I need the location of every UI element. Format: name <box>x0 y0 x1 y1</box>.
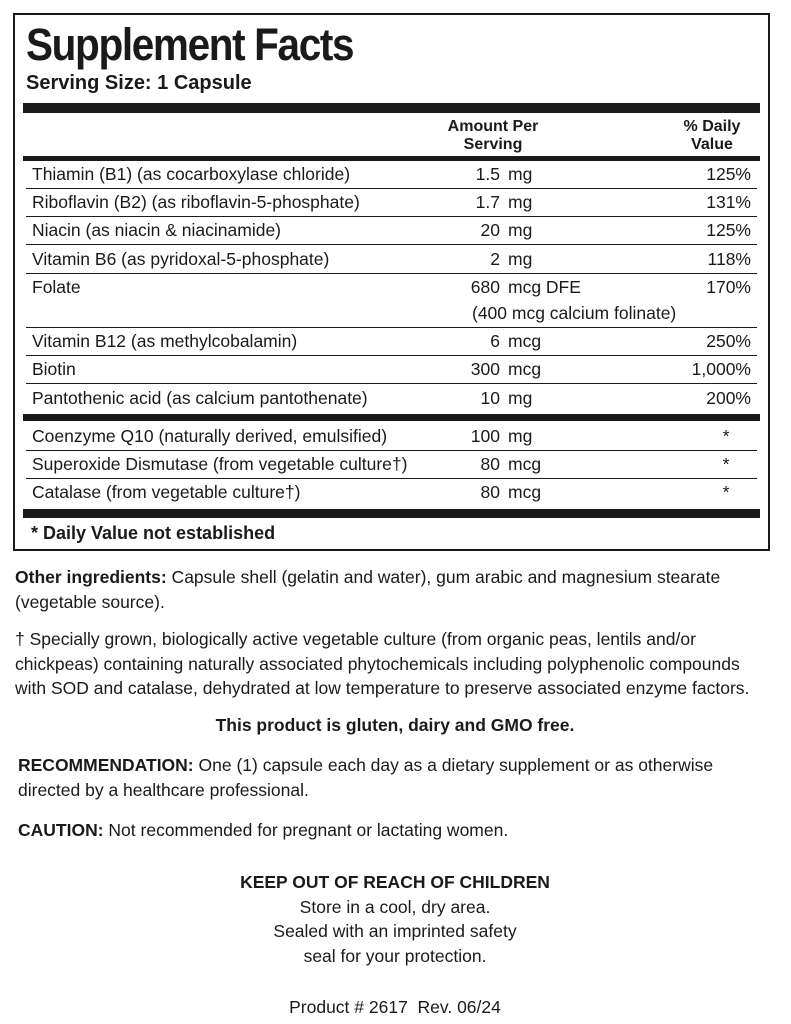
other-ingredients-label: Other ingredients: <box>15 567 167 587</box>
row-divider <box>26 216 757 217</box>
free-from-statement: This product is gluten, dairy and GMO free. <box>215 715 575 735</box>
row-divider <box>26 383 757 384</box>
row-divider <box>26 327 757 328</box>
caution-label: CAUTION: <box>18 820 104 840</box>
top-divider-bar <box>23 103 760 113</box>
storage-line: Store in a cool, dry area. <box>299 896 491 917</box>
keep-out-of-reach-heading: KEEP OUT OF REACH OF CHILDREN <box>240 872 550 892</box>
amount-per-serving-header: Amount Per Serving <box>447 118 539 153</box>
bottom-divider-bar <box>23 509 760 518</box>
nutrient-row: Folate 680 mcg DFE 170% (400 mcg calcium folinate) <box>32 277 751 323</box>
storage-line: seal for your protection. <box>303 945 487 966</box>
row-divider <box>26 450 757 451</box>
recommendation-text: One (1) capsule each day as a dietary supplement or as otherwise directed by a healthcare professional. <box>18 755 714 800</box>
daily-value-header: % Daily Value <box>683 118 741 153</box>
row-divider <box>26 478 757 479</box>
product-number: Product # 2617 Rev. 06/24 <box>289 997 501 1017</box>
section-divider-bar <box>23 414 760 421</box>
caution-text: Not recommended for pregnant or lactating women. <box>103 820 509 840</box>
daily-value-footnote: * Daily Value not established <box>31 523 276 543</box>
row-divider <box>26 244 757 245</box>
row-divider <box>26 355 757 356</box>
facts-title: Supplement Facts <box>26 19 354 70</box>
folate-source-note: (400 mcg calcium folinate) <box>472 303 677 323</box>
caution <box>18 818 778 843</box>
other-ingredients <box>15 565 775 614</box>
supplement-facts-panel: Supplement Facts Serving Size: 1 Capsule Amount Per Serving % Daily Value Thiamin (B1) (as cocarboxylase chloride) 1.5 mg 125% Riboflavin (B2) (as riboflavin-5-phosphate) 1.7 mg 131% Niacin (as niacin & niacinamide) 20 mg 125% Vitamin B6 (as pyridoxal-5-phosphate) 2 mg 118% Folate 680 mcg DFE 170% (400 mcg calcium folinate) Vitamin B12 (as methylcobalamin) 6 mcg 250% Biotin 300 mcg 1,000% Pantothenic acid (as calcium pantothenate) 10 mg 200% Coenzyme Q10 (naturally derived, emulsified) 100 mg * Superoxide Dismutase (from vegetable culture†) 80 mcg * Catalase (from vegetable culture†) 80 mcg * * Daily Value not established <box>13 13 770 551</box>
other-ingredients-text: Capsule shell (gelatin and water), gum arabic and magnesium stearate (vegetable source). <box>15 567 721 612</box>
storage-instructions <box>15 870 775 968</box>
row-divider <box>26 273 757 274</box>
recommendation <box>18 753 778 802</box>
recommendation-label: RECOMMENDATION: <box>18 755 194 775</box>
row-divider <box>26 188 757 189</box>
dagger-footnote: † Specially grown, biologically active vegetable culture (from organic peas, lentils and/or chickpeas) containing naturally associated phytochemicals including polyphenolic compounds with SOD and catalase, dehydrated at low temperature to preserve associated enzyme factors. <box>15 629 750 698</box>
serving-size: Serving Size: 1 Capsule <box>26 72 252 94</box>
storage-line: Sealed with an imprinted safety <box>273 921 517 941</box>
header-divider-bar <box>23 156 760 161</box>
